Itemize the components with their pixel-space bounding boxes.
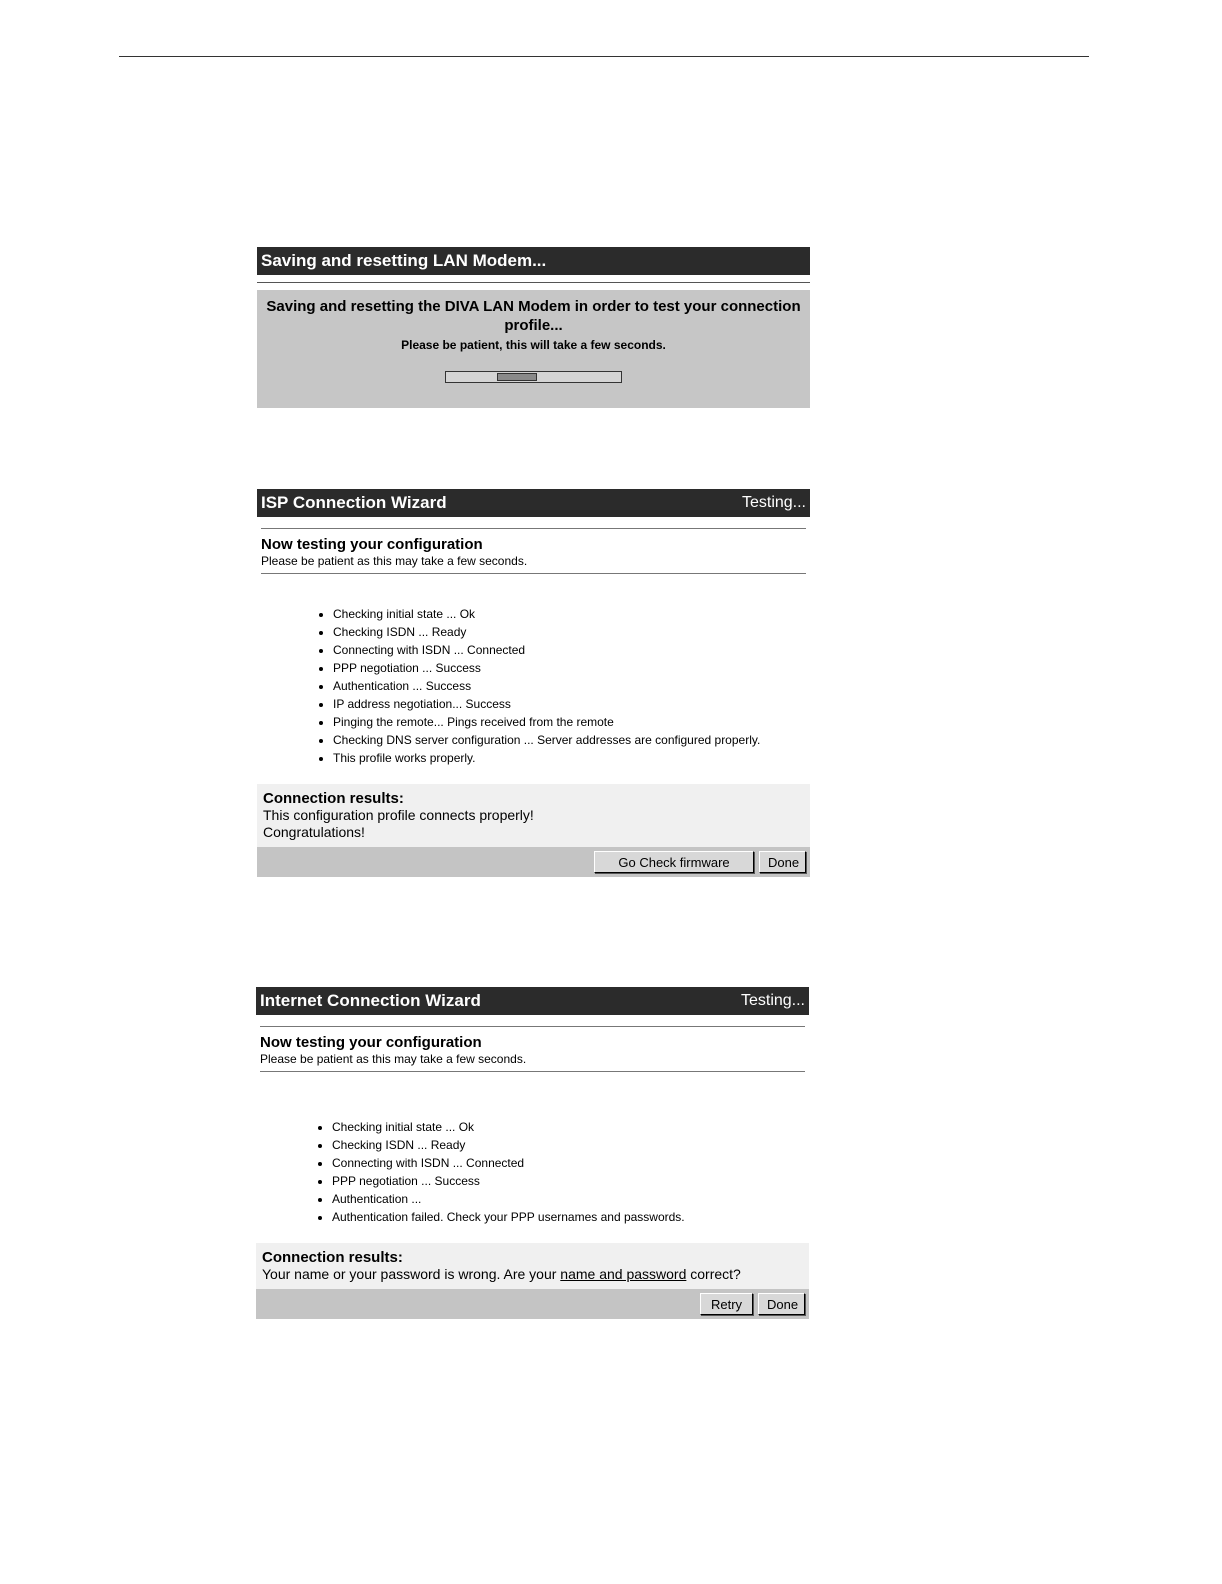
list-item: • PPP negotiation ... Success [333, 659, 810, 677]
internet-done-button[interactable]: Done [758, 1293, 805, 1315]
internet-results-text [262, 1266, 803, 1283]
internet-results-heading: Connection results: [262, 1249, 403, 1266]
list-item: • Connecting with ISDN ... Connected [332, 1154, 809, 1172]
retry-button[interactable]: Retry [700, 1293, 753, 1315]
isp-titlebar [257, 489, 810, 517]
saving-body [257, 290, 810, 408]
internet-header [256, 1027, 809, 1071]
isp-rule-bottom [261, 573, 806, 574]
internet-rule-bottom [260, 1071, 805, 1072]
list-item: • Pinging the remote... Pings received from the remote [333, 713, 810, 731]
isp-results-heading: Connection results: [263, 790, 404, 807]
page-top-rule [119, 56, 1089, 57]
isp-subheading: Please be patient as this may take a few seconds. [261, 554, 528, 568]
list-item: • Connecting with ISDN ... Connected [333, 641, 810, 659]
isp-step-list [257, 605, 810, 767]
saving-panel [257, 247, 810, 408]
internet-results-post: correct? [686, 1266, 741, 1282]
saving-message: Saving and resetting the DIVA LAN Modem in order to test your connection profile... [266, 298, 801, 334]
isp-heading: Now testing your configuration [261, 536, 483, 553]
list-item: • Checking ISDN ... Ready [332, 1136, 809, 1154]
internet-subheading: Please be patient as this may take a few seconds. [260, 1052, 527, 1066]
isp-status: Testing... [741, 494, 806, 511]
saving-title: Saving and resetting LAN Modem... [261, 251, 547, 270]
go-check-firmware-button[interactable]: Go Check firmware [594, 851, 754, 873]
list-item: • PPP negotiation ... Success [332, 1172, 809, 1190]
internet-title: Internet Connection Wizard [260, 991, 481, 1010]
progress-bar [445, 371, 622, 383]
list-item: • Authentication ... Success [333, 677, 810, 695]
list-item: • Checking DNS server configuration ... Server addresses are configured properly. [333, 731, 810, 749]
list-item: • Checking initial state ... Ok [332, 1118, 809, 1136]
isp-results-line1: This configuration profile connects properly! [263, 807, 534, 823]
internet-button-bar [256, 1289, 809, 1319]
internet-titlebar [256, 987, 809, 1015]
internet-step-list [256, 1118, 809, 1226]
list-item: • Checking ISDN ... Ready [333, 623, 810, 641]
isp-button-bar [257, 847, 810, 877]
list-item: • Authentication failed. Check your PPP usernames and passwords. [332, 1208, 809, 1226]
list-item: • Checking initial state ... Ok [333, 605, 810, 623]
internet-results [256, 1243, 809, 1289]
saving-titlebar [257, 247, 810, 275]
list-item: • This profile works properly. [333, 749, 810, 767]
internet-wizard-panel [256, 987, 809, 1319]
list-item: • Authentication ... [332, 1190, 809, 1208]
internet-results-pre: Your name or your password is wrong. Are your [262, 1266, 561, 1282]
isp-results [257, 784, 810, 847]
internet-heading: Now testing your configuration [260, 1034, 482, 1051]
isp-header [257, 529, 810, 573]
progress-indicator [497, 373, 537, 381]
list-item: • IP address negotiation... Success [333, 695, 810, 713]
isp-results-line2: Congratulations! [263, 824, 365, 840]
internet-status: Testing... [740, 992, 805, 1009]
saving-separator [257, 282, 810, 283]
saving-subtext: Please be patient, this will take a few seconds. [401, 338, 666, 352]
isp-wizard-panel [257, 489, 810, 877]
isp-done-button[interactable]: Done [759, 851, 806, 873]
isp-title: ISP Connection Wizard [261, 493, 447, 512]
name-and-password-link[interactable]: name and password [560, 1266, 687, 1282]
